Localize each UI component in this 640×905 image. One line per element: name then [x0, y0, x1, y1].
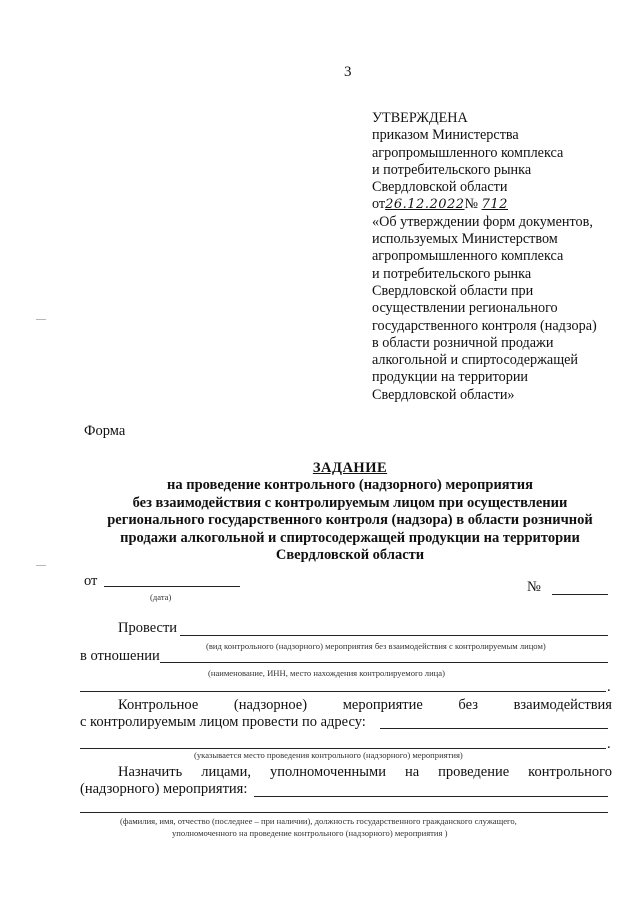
- address-hint: (указывается место проведения контрольного (надзорного) мероприятия): [194, 750, 463, 760]
- appoint-paragraph-line2: (надзорного) мероприятия:: [80, 781, 248, 797]
- approval-title-line: в области розничной продажи: [372, 334, 554, 351]
- appoint-field-continuation[interactable]: [80, 812, 608, 813]
- approval-heading: УТВЕРЖДЕНА: [372, 110, 468, 126]
- approval-title-line: Свердловской области при: [372, 282, 534, 299]
- approval-block: [372, 110, 634, 404]
- address-field[interactable]: [380, 728, 608, 729]
- document-title: [60, 460, 640, 564]
- number-field[interactable]: [552, 594, 608, 595]
- conduct-label: Провести: [118, 620, 178, 636]
- approval-title-line: алкогольной и спиртосодержащей: [372, 352, 579, 369]
- approval-title-line: агропромышленного комплекса: [372, 248, 564, 265]
- approval-title-line: осуществлении регионального: [372, 300, 558, 317]
- approval-title-line: Свердловской области»: [372, 386, 515, 403]
- approval-date-line: [372, 196, 634, 213]
- number-prefix: №: [527, 579, 541, 595]
- appoint-hint-2: уполномоченного на проведение контрольного (надзорного) мероприятия ): [172, 828, 448, 838]
- address-paragraph-line1: Контрольное (надзорное) мероприятие без взаимодействия: [118, 697, 612, 713]
- margin-mark: —: [36, 560, 46, 571]
- regarding-field[interactable]: [160, 662, 608, 663]
- approval-title-line: продукции на территории: [372, 369, 528, 386]
- address-field-continuation[interactable]: [80, 748, 606, 749]
- date-hint: (дата): [150, 592, 172, 602]
- appoint-field[interactable]: [254, 796, 608, 797]
- document-title-line: Свердловской области: [275, 547, 425, 564]
- approval-title-line: государственного контроля (надзора): [372, 317, 597, 334]
- conduct-field[interactable]: [180, 635, 608, 636]
- conduct-hint: (вид контрольного (надзорного) мероприятия без взаимодействия с контролируемым лицом): [206, 641, 546, 651]
- approval-line: и потребительского рынка: [372, 161, 532, 178]
- regarding-label: в отношении: [80, 648, 160, 664]
- date-prefix: от: [84, 573, 98, 589]
- regarding-field-continuation[interactable]: [80, 691, 606, 692]
- approval-date-prefix: от: [372, 196, 386, 213]
- document-title-line: на проведение контрольного (надзорного) мероприятия: [167, 477, 533, 494]
- approval-number-handwritten: 712: [481, 197, 508, 213]
- document-title-line: продажи алкогольной и спиртосодержащей продукции на территории: [120, 529, 580, 546]
- form-label: Форма: [84, 423, 126, 439]
- margin-mark: —: [36, 314, 46, 325]
- regarding-hint: (наименование, ИНН, место нахождения контролируемого лица): [208, 668, 445, 678]
- approval-line: Свердловской области: [372, 179, 508, 196]
- date-field[interactable]: [104, 586, 240, 587]
- approval-date-handwritten: 26.12.2022: [385, 197, 465, 213]
- document-title-line: регионального государственного контроля (надзора) в области розничной: [107, 512, 593, 529]
- approval-line: агропромышленного комплекса: [372, 144, 564, 161]
- approval-line: приказом Министерства: [372, 127, 519, 144]
- approval-number-prefix: №: [464, 196, 479, 213]
- address-paragraph-line2: с контролируемым лицом провести по адресу:: [80, 714, 366, 730]
- appoint-hint-1: (фамилия, имя, отчество (последнее – при наличии), должность государственного гражданского служащего,: [120, 816, 517, 826]
- approval-title-line: «Об утверждении форм документов,: [372, 213, 593, 230]
- appoint-paragraph-line1: Назначить лицами, уполномоченными на проведение контрольного: [118, 764, 612, 780]
- approval-title-line: и потребительского рынка: [372, 265, 532, 282]
- page-number: 3: [344, 64, 352, 80]
- document-title-main: ЗАДАНИЕ: [312, 460, 388, 476]
- approval-title-line: используемых Министерством: [372, 231, 558, 248]
- document-title-line: без взаимодействия с контролируемым лицом при осуществлении: [132, 494, 568, 511]
